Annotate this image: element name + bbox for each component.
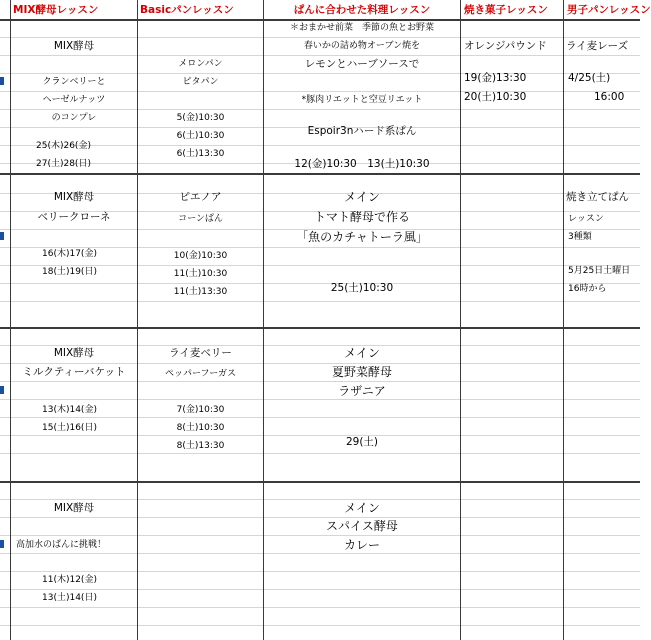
b3-cooking-date: 29(土): [345, 436, 379, 448]
b3-mix-date: 13(木)14(金): [42, 405, 97, 415]
b1-cooking-line: ＊おまかせ前菜 季節の魚とお野菜: [289, 23, 434, 33]
b2-mix-title: MIX酵母: [53, 191, 95, 203]
b2-cooking-line: 「魚のカチャトーラ風」: [296, 230, 428, 244]
b1-sweets-date: 19(金)13:30: [464, 72, 527, 84]
header-mix: MIX酵母レッスン: [13, 4, 99, 16]
b2-mix-line: ベリークローネ: [37, 211, 111, 223]
b2-male-line: レッスン: [568, 214, 604, 224]
row-line: [0, 145, 640, 146]
row-marker: [0, 232, 4, 240]
b1-male-title: ライ麦レーズ: [566, 40, 629, 52]
b4-mix-title: MIX酵母: [53, 502, 95, 514]
b3-basic-date: 7(金)10:30: [176, 405, 225, 415]
b1-basic-date: 6(土)13:30: [176, 149, 225, 159]
b1-sweets-title: オレンジパウンド: [464, 40, 547, 52]
b4-mix-date: 11(木)12(金): [42, 575, 97, 585]
block-divider: [0, 327, 640, 329]
row-marker: [0, 386, 4, 394]
header-cooking: ぱんに合わせた料理レッスン: [293, 4, 431, 16]
b4-mix-line: 高加水のぱんに挑戦！: [16, 540, 107, 550]
block-divider: [0, 481, 640, 483]
b4-cooking-line: スパイス酵母: [326, 519, 398, 533]
b3-basic-date: 8(土)10:30: [176, 423, 225, 433]
b3-cooking-line: メイン: [344, 346, 380, 360]
b3-cooking-line: 夏野菜酵母: [331, 365, 392, 379]
b2-mix-date: 18(土)19(日): [42, 267, 97, 277]
b1-cooking-line: レモンとハーブソースで: [304, 58, 420, 70]
b1-basic-date: 6(土)10:30: [176, 131, 225, 141]
row-marker: [0, 540, 4, 548]
row-line: [0, 607, 640, 608]
b1-mix-line: ヘーゼルナッツ: [42, 95, 106, 105]
b2-cooking-date: 25(土)10:30: [330, 282, 394, 294]
b1-basic-line: ピタパン: [182, 77, 219, 87]
column-divider: [563, 0, 564, 640]
b3-basic-title: ライ麦ベリー: [169, 347, 232, 359]
b1-male-date: 4/25(土): [568, 72, 611, 84]
row-line: [0, 625, 640, 626]
b3-basic-date: 8(土)13:30: [176, 441, 225, 451]
b2-male-title: 焼き立てぱん: [566, 191, 629, 203]
b1-cooking-date: 12(金)10:30 13(土)10:30: [294, 158, 430, 170]
b3-mix-title: MIX酵母: [53, 347, 95, 359]
header-male: 男子パンレッスン: [567, 4, 651, 16]
b1-cooking-line: Espoir3nハード系ぱん: [307, 125, 417, 137]
b2-basic-date: 11(土)13:30: [173, 287, 228, 297]
row-line: [0, 301, 640, 302]
b3-cooking-line: ラザニア: [338, 384, 386, 398]
b3-mix-date: 15(土)16(日): [42, 423, 97, 433]
b2-basic-date: 10(金)10:30: [173, 251, 228, 261]
column-divider: [137, 0, 138, 640]
row-marker: [0, 77, 4, 85]
b2-male-time: 16時から: [568, 284, 607, 294]
b1-mix-line: のコンプレ: [51, 113, 97, 123]
b2-cooking-line: メイン: [344, 190, 380, 204]
block-divider: [0, 173, 640, 175]
column-divider: [460, 0, 461, 640]
b2-basic-line: コーンぱん: [178, 214, 223, 224]
b4-mix-date: 13(土)14(日): [42, 593, 97, 603]
b4-cooking-line: カレー: [343, 538, 380, 552]
header-sweets: 焼き菓子レッスン: [464, 4, 548, 16]
b2-cooking-line: トマト酵母で作る: [313, 210, 410, 224]
row-line: [0, 453, 640, 454]
b2-basic-date: 11(土)10:30: [173, 269, 228, 279]
b4-cooking-line: メイン: [344, 501, 380, 515]
b1-mix-date: 27(土)28(日): [36, 159, 91, 169]
b2-male-line: 3種類: [568, 232, 592, 242]
b2-male-date: 5月25日土曜日: [568, 266, 631, 276]
b1-male-time: 16:00: [594, 91, 625, 103]
b3-basic-line: ペッパーフーガス: [164, 369, 237, 379]
b2-mix-date: 16(木)17(金): [42, 249, 97, 259]
b1-basic-line: メロンパン: [178, 59, 223, 69]
b1-cooking-line: 春いかの詰め物オーブン焼を: [303, 41, 421, 51]
b3-mix-line: ミルクティーバケット: [22, 366, 126, 378]
b1-basic-date: 5(金)10:30: [176, 113, 225, 123]
b1-mix-date: 25(木)26(金): [36, 141, 91, 151]
b2-basic-title: ピエノア: [179, 191, 222, 203]
b1-cooking-line: *豚肉リエットと空豆リエット: [301, 95, 423, 105]
b1-sweets-date: 20(土)10:30: [464, 91, 527, 103]
header-basic: Basicパンレッスン: [140, 4, 234, 16]
b1-mix-line: クランベリーと: [42, 77, 106, 87]
b1-mix-title: MIX酵母: [53, 40, 95, 52]
